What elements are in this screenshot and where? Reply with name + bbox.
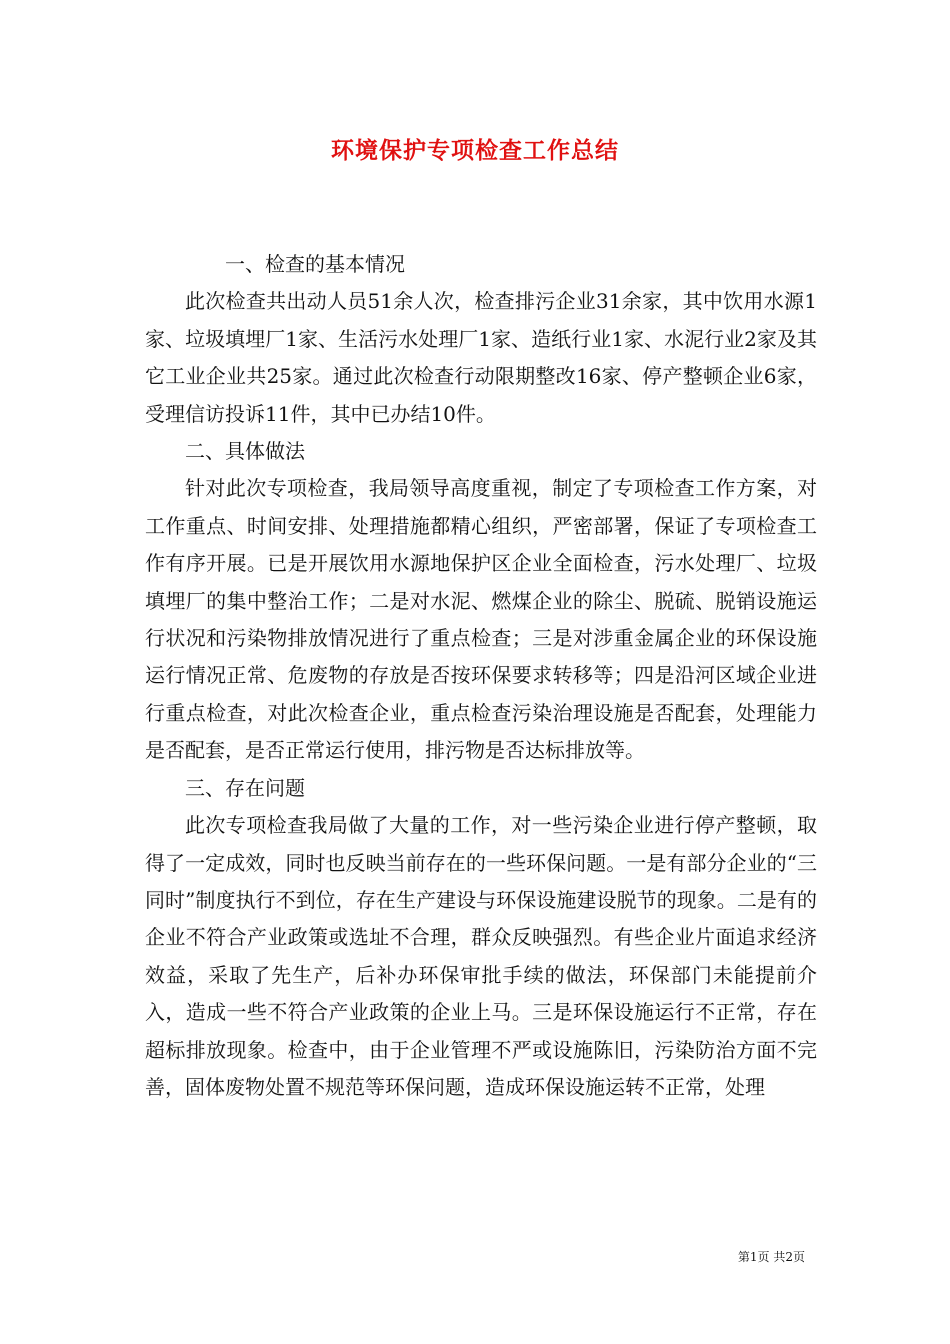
paragraph-2: 针对此次专项检查，我局领导高度重视，制定了专项检查工作方案，对工作重点、时间安排、处理措施都精心组织，严密部署，保证了专项检查工作有序开展。已是开展饮用水源地保护区企业全面检查，污水处理厂、垃圾填埋厂的集中整治工作；二是对水泥、燃煤企业的除尘、脱硫、脱销设施运行状况和污染物排放情况进行了重点检查；三是对涉重金属企业的环保设施运行情况正常、危废物的存放是否按环保要求转移等；四是沿河区域企业进行重点检查，对此次检查企业，重点检查污染治理设施是否配套，处理能力是否配套，是否正常运行使用，排污物是否达标排放等。: [145, 476, 817, 763]
paragraph-3: 此次专项检查我局做了大量的工作，对一些污染企业进行停产整顿，取得了一定成效，同时也反映当前存在的一些环保问题。一是有部分企业的“三同时”制度执行不到位，存在生产建设与环保设施建设脱节的现象。二是有的企业不符合产业政策或选址不合理，群众反映强烈。有些企业片面追求经济效益，采取了先生产，后补办环保审批手续的做法，环保部门未能提前介入，造成一些不符合产业政策的企业上马。三是环保设施运行不正常，存在超标排放现象。检查中，由于企业管理不严或设施陈旧，污染防治方面不完善，固体废物处置不规范等环保问题，造成环保设施运转不正常，处理: [145, 813, 817, 1099]
paragraph-1: 此次检查共出动人员51余人次，检查排污企业31余家，其中饮用水源1家、垃圾填埋厂1家、生活污水处理厂1家、造纸行业1家、水泥行业2家及其它工业企业共25家。通过此次检查行动限期整改16家、停产整顿企业6家，受理信访投诉11件，其中已办结10件。: [145, 289, 817, 426]
document-title: 环境保护专项检查工作总结: [331, 137, 619, 164]
document-body: [145, 246, 817, 1106]
section-heading-2: 二、具体做法: [185, 439, 305, 464]
section-heading-1: 一、检查的基本情况: [225, 252, 405, 276]
page-number-footer: 第1页 共2页: [737, 1250, 805, 1264]
section-heading-3: 三、存在问题: [185, 775, 305, 800]
